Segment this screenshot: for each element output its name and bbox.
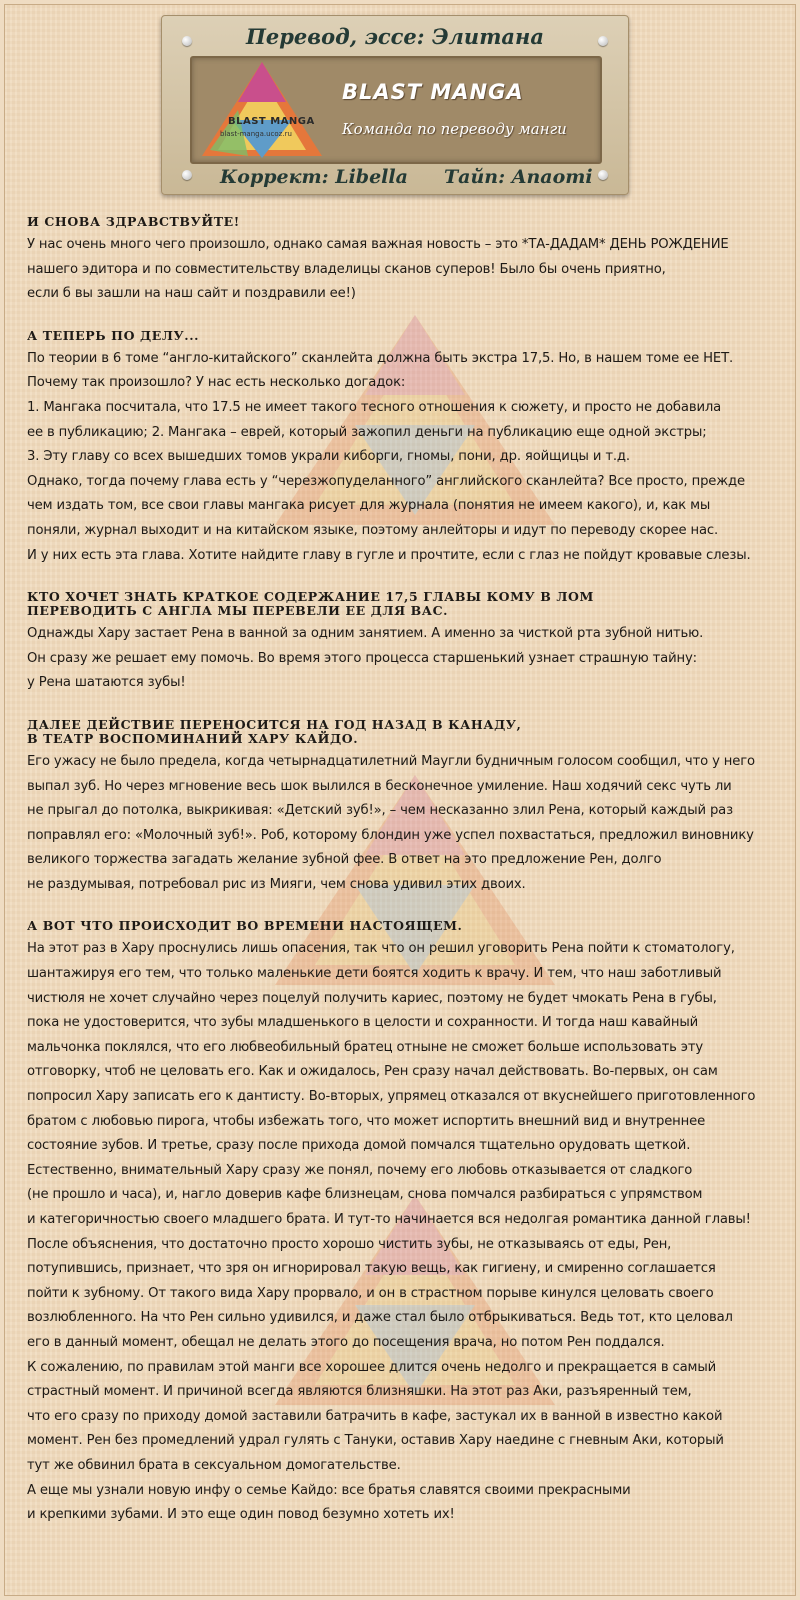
section-text: На этот раз в Хару проснулись лишь опасения, так что он решил уговорить Рена пойти к стоматологу, шантажируя его тем, что только маленькие дети боятся ходить к врачу. И тем, что наш заботливый чистюля не хочет случайно через поцелуй получить кариес, поэтому не будет чмокать Рена в губы, пока не удостоверится, что зубы младшенького в целости и сохранности. И тогда наш кавайный мальчонка поклялся, что его любвеобильный братец отныне не сможет больше использовать эту отговорку, чтоб не целовать его. Как и ожидалось, Рен сразу начал действовать. Во-первых, он сам попросил Хару записать его к дантисту. Во-вторых, упрямец отказался от вкуснейшего приготовленного братом с любовью пирога, чтобы избежать того, что может испортить внешний вид и внутреннее состояние зубов. И третье, сразу после прихода домой помчался тщательно орудовать щеткой. Естественно, внимательный Хару сразу же понял, почему его любовь отказывается от сладкого (не прошло и часа), и, нагло доверив кафе близнецам, снова помчался разбираться с упрямством и категоричностью своего младшего брата. И тут-то начинается вся недолгая романтика данной главы! После объяснения, что достаточно просто хорошо чистить зубы, не отказываясь от еды, Рен, потупившись, признает, что зря он игнорировал такую вещь, как гигиену, и смиренно соглашается пойти к зубному. От такого вида Хару прорвало, и он в страстном порыве кинулся целовать своего возлюбленного. На что Рен сильно удивился, и даже стал было отбрыкиваться. Ведь тот, кто целовал его в данный момент, обещал не делать этого до посещения врача, но потом Рен поддался. К сожалению, по правилам этой манги все хорошее длится очень недолго и прекращается в самый страстный момент. И причиной всегда являются близняшки. На этот раз Аки, разъяренный тем, что его сразу по приходу домой заставили батрачить в кафе, застукал их в ванной в известно какой момент. Рен без промедлений удрал гулять с Тануки, оставив Хару наедине с гневным Аки, который тут же обвинил брата в сексуальном домогательстве. А еще мы узнали новую инфу о семье Кайдо: все братья славятся своими прекрасными и крепкими зубами. И это еще один повод безумно хотеть их! — [27, 941, 756, 1523]
translator-credit: Перевод, эссе: Элитана — [246, 24, 544, 49]
staff-credits — [162, 166, 628, 194]
section-heading: ДАЛЕЕ ДЕЙСТВИЕ ПЕРЕНОСИТСЯ НА ГОД НАЗАД В КАНАДУ, В ТЕАТР ВОСПОМИНАНИЙ ХАРУ КАЙДО. — [27, 716, 522, 746]
logo-triangle-icon — [198, 60, 326, 160]
team-tagline: Команда по переводу манги — [342, 120, 567, 138]
logo-title: BLAST MANGA — [228, 116, 315, 127]
credits-banner — [161, 15, 629, 195]
blast-manga-logo — [198, 60, 326, 160]
section-text: Однажды Хару застает Рена в ванной за одним занятием. А именно за чисткой рта зубной нитью. Он сразу же решает ему помочь. Во время этого процесса старшенький узнает страшную тайну: у Рена шатаются зубы! — [27, 626, 704, 691]
team-panel — [190, 56, 602, 164]
section-text: У нас очень много чего произошло, однако самая важная новость – это *ТА-ДАДАМ* ДЕНЬ РОЖДЕНИЕ нашего эдитора и по совместительству владелицы сканов суперов! Было бы очень приятно, если б вы зашли на наш сайт и поздравили ее!) — [27, 237, 729, 302]
team-name: BLAST MANGA — [342, 80, 524, 104]
section-heading: КТО ХОЧЕТ ЗНАТЬ КРАТКОЕ СОДЕРЖАНИЕ 17,5 ГЛАВЫ КОМУ В ЛОМ ПЕРЕВОДИТЬ С АНГЛА МЫ ПЕРЕВЕЛИ ЕЕ ДЛЯ ВАС. — [27, 589, 594, 619]
proofreader-credit: Коррект: Libella — [220, 166, 408, 188]
section-heading: А ВОТ ЧТО ПРОИСХОДИТ ВО ВРЕМЕНИ НАСТОЯЩЕМ. — [27, 918, 463, 934]
typesetter-credit: Тайп: Anaomi — [444, 166, 593, 188]
section-heading: И СНОВА ЗДРАВСТВУЙТЕ! — [27, 214, 240, 229]
section-text: Его ужасу не было предела, когда четырнадцатилетний Маугли будничным голосом сообщил, что у него выпал зуб. Но через мгновение весь шок вылился в бесконечное умиление. Наш ходячий секс чуть ли не прыгал до потолка, выкрикивая: «Детский зуб!», – чем несказанно злил Рена, который каждый раз поправлял его: «Молочный зуб!». Роб, которому блондин уже успел похвастаться, предложил виновнику великого торжества загадать желание зубной фее. В ответ на это предложение Рен, долго не раздумывая, потребовал рис из Мияги, чем снова удивил этих двоих. — [27, 753, 755, 892]
section-text: По теории в 6 томе “англо-китайского” сканлейта должна быть экстра 17,5. Но, в нашем томе ее НЕТ. Почему так произошло? У нас есть несколько догадок: 1. Мангака посчитала, что 17.5 не имеет такого тесного отношения к сюжету, и просто не добавила ее в публикацию; 2. Мангака – еврей, который зажопил деньги на публикацию еще одной экстры; 3. Эту главу со всех вышедших томов украли киборги, гномы, пони, др. яойщицы и т.д. Однако, тогда почему глава есть у “черезжопуделанного” английского сканлейта? Все просто, прежде чем издать том, все свои главы мангака рисует для журнала (понятия не имеем какого), и, как мы поняли, журнал выходит и на китайском языке, поэтому анлейторы и идут по переводу скорее нас. И у них есть эта глава. Хотите найдите главу в гугле и прочтите, если с глаз не пойдут кровавые слезы. — [27, 350, 751, 563]
section-heading: А ТЕПЕРЬ ПО ДЕЛУ... — [27, 327, 200, 343]
essay-body — [27, 215, 783, 1528]
page — [4, 4, 796, 1596]
logo-url: blast-manga.ucoz.ru — [220, 130, 292, 138]
